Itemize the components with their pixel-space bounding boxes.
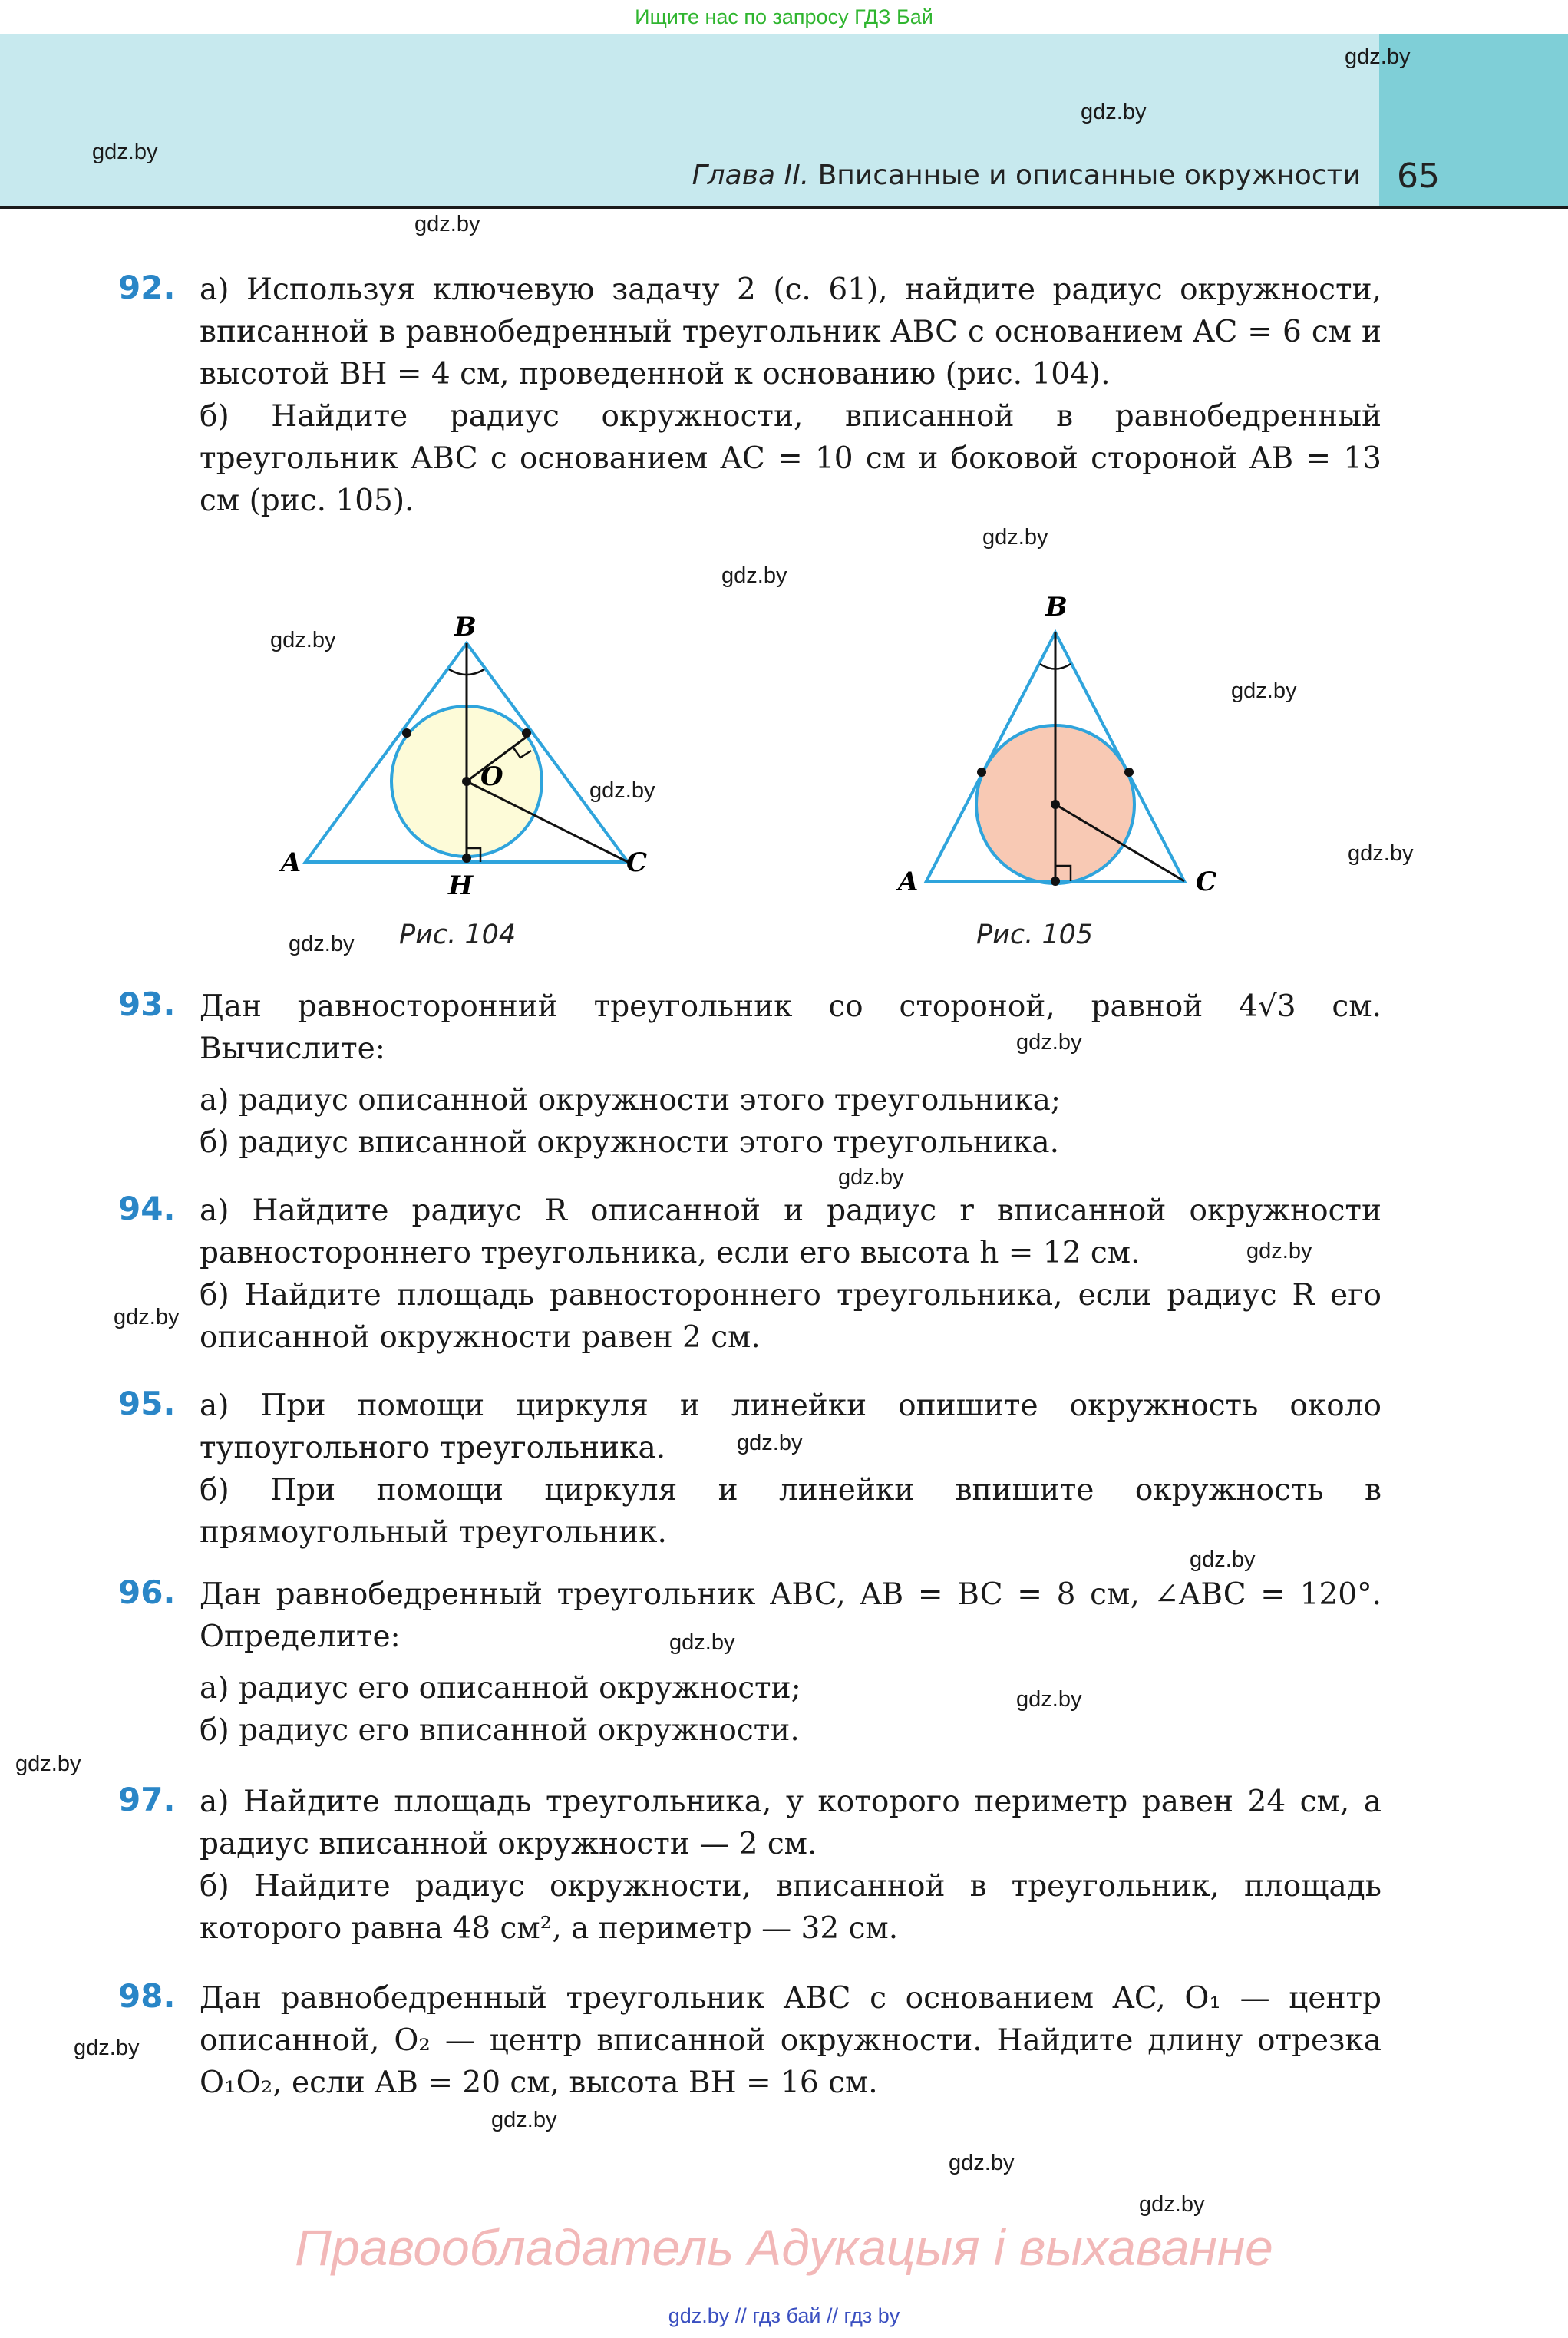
task-number: 92. — [118, 269, 176, 306]
center-point — [462, 777, 471, 786]
task-intro: Дан равносторонний треугольник со стороной, равной 4√3 см. Вычислите: — [200, 989, 1381, 1066]
tangent-point — [462, 854, 471, 863]
task-part-b: б) Найдите радиус окружности, вписанной в треугольник, площадь которого равна 48 см², а периметр — 32 см. — [200, 1869, 1381, 1946]
tangent-point — [1051, 877, 1060, 886]
watermark: gdz.by — [1345, 45, 1411, 69]
label-o: O — [480, 761, 503, 792]
watermark: gdz.by — [1016, 1030, 1082, 1055]
task-part-a: а) Используя ключевую задачу 2 (с. 61), найдите радиус окружности, вписанной в равнобедренный треугольник ABC с основанием AC = 6 см и высотой BH = 4 см, проведенной к основанию (рис. 104). — [200, 272, 1381, 391]
task-98 — [118, 1977, 1381, 2104]
task-number: 96. — [118, 1574, 176, 1611]
tangent-point — [402, 728, 411, 738]
task-part-a: а) Найдите площадь треугольника, у которого периметр равен 24 см, а радиус вписанной окружности — 2 см. — [200, 1785, 1381, 1861]
watermark: gdz.by — [721, 563, 787, 588]
label-h: H — [448, 870, 474, 901]
tangent-point — [977, 768, 986, 777]
figure-104 — [269, 599, 668, 906]
watermark: gdz.by — [737, 1431, 803, 1455]
chapter-label: Глава II. — [692, 160, 810, 191]
chapter-title: Вписанные и описанные окружности — [817, 160, 1361, 191]
watermark: gdz.by — [838, 1165, 904, 1190]
watermark: gdz.by — [589, 778, 655, 803]
watermark: gdz.by — [949, 2151, 1015, 2175]
watermark: gdz.by — [15, 1752, 81, 1776]
task-number: 93. — [118, 986, 176, 1023]
task-part-a: а) радиус его описанной окружности; — [200, 1671, 801, 1706]
task-part-b: б) радиус вписанной окружности этого треугольника. — [200, 1125, 1060, 1160]
task-part-a: а) радиус описанной окружности этого треугольника; — [200, 1083, 1061, 1118]
watermark: gdz.by — [289, 932, 355, 956]
label-c: C — [626, 847, 648, 878]
task-number: 98. — [118, 1977, 176, 2015]
watermark: gdz.by — [982, 525, 1048, 550]
watermark: gdz.by — [1139, 2192, 1205, 2217]
task-92 — [118, 269, 1381, 522]
watermark: gdz.by — [1231, 679, 1297, 703]
task-number: 95. — [118, 1385, 176, 1422]
figure-105 — [883, 583, 1251, 906]
label-c: C — [1196, 867, 1217, 897]
center-point — [1051, 800, 1060, 809]
label-a: A — [281, 847, 302, 878]
label-a: A — [898, 867, 919, 897]
chapter-heading — [692, 160, 1361, 191]
watermark: gdz.by — [114, 1305, 180, 1329]
watermark: gdz.by — [74, 2036, 140, 2060]
task-93 — [118, 986, 1381, 1164]
figure-105-caption: Рис. 105 — [976, 920, 1094, 950]
task-text: Дан равнобедренный треугольник ABC с основанием AC, O₁ — центр описанной, O₂ — центр вписанной окружности. Найдите длину отрезка O₁O₂, если AB = 20 см, высота BH = 16 см. — [200, 1981, 1381, 2100]
watermark: gdz.by — [270, 628, 336, 652]
watermark: gdz.by — [414, 212, 480, 236]
task-part-b: б) Найдите площадь равностороннего треугольника, если радиус R его описанной окружности равен 2 см. — [200, 1278, 1381, 1355]
watermark: gdz.by — [669, 1630, 735, 1655]
watermark: gdz.by — [1190, 1547, 1256, 1572]
header-divider — [0, 206, 1568, 209]
label-b: B — [1045, 592, 1068, 622]
task-part-b: б) Найдите радиус окружности, вписанной в равнобедренный треугольник ABC с основанием AC = 10 см и боковой стороной AB = 13 см (рис. 105). — [200, 399, 1381, 518]
page-number: 65 — [1397, 157, 1440, 196]
task-94 — [118, 1190, 1381, 1359]
copyright-notice: Правообладатель Адукацыя і выхаванне — [295, 2219, 1273, 2276]
watermark: gdz.by — [1348, 841, 1414, 866]
task-part-b: б) При помощи циркуля и линейки впишите окружность в прямоугольный треугольник. — [200, 1473, 1381, 1550]
watermark: gdz.by — [92, 140, 158, 164]
task-part-a: а) Найдите радиус R описанной и радиус r вписанной окружности равностороннего треугольника, если его высота h = 12 см. — [200, 1194, 1381, 1270]
task-95 — [118, 1385, 1381, 1554]
task-number: 94. — [118, 1190, 176, 1227]
top-banner: Ищите нас по запросу ГДЗ Бай — [635, 5, 933, 28]
watermark: gdz.by — [1081, 100, 1147, 124]
task-97 — [118, 1781, 1381, 1950]
watermark: gdz.by — [491, 2108, 557, 2132]
label-b: B — [454, 612, 477, 642]
tangent-point — [522, 728, 531, 738]
task-intro: Дан равнобедренный треугольник ABC, AB = BC = 8 см, ∠ABC = 120°. Определите: — [200, 1577, 1381, 1654]
task-part-b: б) радиус его вписанной окружности. — [200, 1713, 800, 1748]
watermark: gdz.by — [1016, 1687, 1082, 1712]
figure-104-caption: Рис. 104 — [399, 920, 517, 950]
watermark: gdz.by — [1246, 1239, 1312, 1263]
task-number: 97. — [118, 1781, 176, 1818]
task-96 — [118, 1574, 1381, 1752]
footer-links: gdz.by // гдз бай // гдз by — [668, 2304, 900, 2327]
task-part-a: а) При помощи циркуля и линейки опишите окружность около тупоугольного треугольника. — [200, 1389, 1381, 1465]
tangent-point — [1124, 768, 1134, 777]
